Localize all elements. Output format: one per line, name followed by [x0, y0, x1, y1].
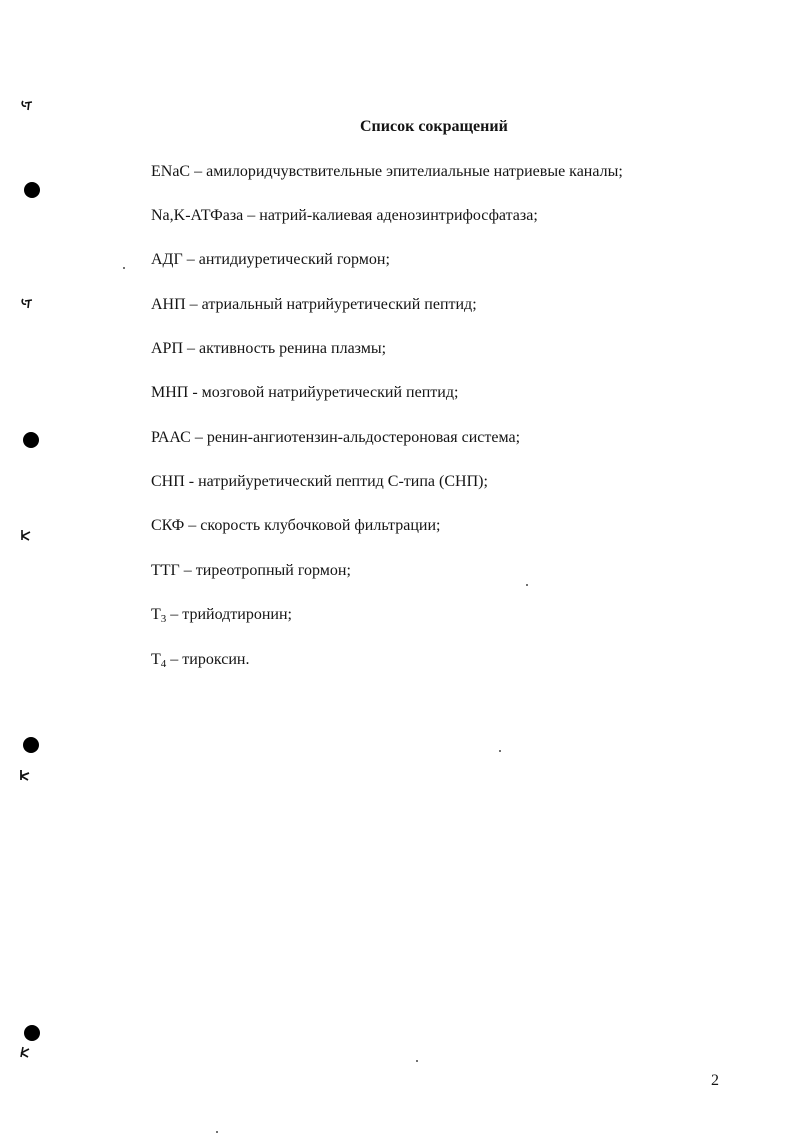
definition: антидиуретический гормон;	[198, 251, 390, 268]
definition: натрийуретический пептид С-типа (СНП);	[198, 473, 488, 490]
binder-mark-icon	[18, 768, 32, 782]
abbreviation: Т	[151, 606, 161, 623]
abbreviation: Т	[151, 651, 161, 668]
subscript: 4	[160, 658, 167, 670]
scan-speck	[499, 750, 501, 752]
abbreviation-entry	[151, 384, 458, 402]
definition: атриальный натрийуретический пептид;	[201, 296, 477, 313]
separator: –	[179, 562, 196, 579]
abbreviation-entry	[151, 207, 538, 225]
scan-speck	[216, 1131, 218, 1133]
punch-hole	[24, 1025, 40, 1041]
page-number: 2	[711, 1072, 719, 1089]
definition: ренин-ангиотензин-альдостероновая система;	[206, 429, 521, 446]
separator: –	[182, 251, 199, 268]
abbreviation: АНП	[151, 296, 186, 313]
separator: -	[188, 384, 202, 401]
binder-mark-icon	[20, 296, 34, 310]
separator: –	[184, 517, 201, 534]
binder-mark-icon	[19, 528, 33, 542]
abbreviation: СНП	[151, 473, 185, 490]
punch-hole	[24, 182, 40, 198]
separator: –	[190, 429, 207, 446]
abbreviation: АДГ	[151, 251, 183, 268]
definition: тироксин.	[182, 651, 250, 668]
separator: -	[184, 473, 199, 490]
definition: тиреотропный гормон;	[195, 562, 351, 579]
separator: –	[190, 163, 207, 180]
punch-hole	[23, 432, 39, 448]
definition: амилоридчувствительные эпителиальные натриевые каналы;	[206, 163, 623, 180]
abbreviation-entry	[151, 429, 520, 447]
separator: –	[166, 651, 183, 668]
abbreviation: АРП	[151, 340, 184, 357]
definition: мозговой натрийуретический пептид;	[201, 384, 459, 401]
abbreviation-entry	[151, 473, 488, 491]
abbreviation-entry	[151, 163, 623, 181]
binder-mark-icon	[18, 1045, 32, 1059]
abbreviation: РААС	[151, 429, 191, 446]
scan-speck	[526, 584, 528, 586]
page-title: Список сокращений	[360, 118, 508, 135]
abbreviation: СКФ	[151, 517, 185, 534]
definition: скорость клубочковой фильтрации;	[200, 517, 441, 534]
separator: –	[183, 340, 200, 357]
abbreviation: ТТГ	[151, 562, 180, 579]
definition: активность ренина плазмы;	[199, 340, 387, 357]
abbreviation-entry	[151, 562, 351, 580]
scan-speck	[416, 1060, 418, 1062]
separator: –	[185, 296, 202, 313]
abbreviation: ENaC	[151, 163, 191, 180]
definition: трийодтиронин;	[182, 606, 292, 623]
abbreviation-entry	[151, 517, 440, 535]
binder-mark-icon	[20, 98, 34, 112]
abbreviation-entry	[151, 296, 477, 314]
abbreviation-entry	[151, 651, 249, 670]
abbreviation-entry	[151, 340, 386, 358]
abbreviation-entry	[151, 606, 292, 625]
separator: –	[166, 606, 183, 623]
abbreviation-entry	[151, 251, 390, 269]
scan-speck	[123, 267, 125, 269]
abbreviation: Na,K-АТФаза	[151, 207, 244, 224]
abbreviation: МНП	[151, 384, 189, 401]
separator: –	[243, 207, 260, 224]
definition: натрий-калиевая аденозинтрифосфатаза;	[259, 207, 538, 224]
subscript: 3	[160, 613, 167, 625]
punch-hole	[23, 737, 39, 753]
